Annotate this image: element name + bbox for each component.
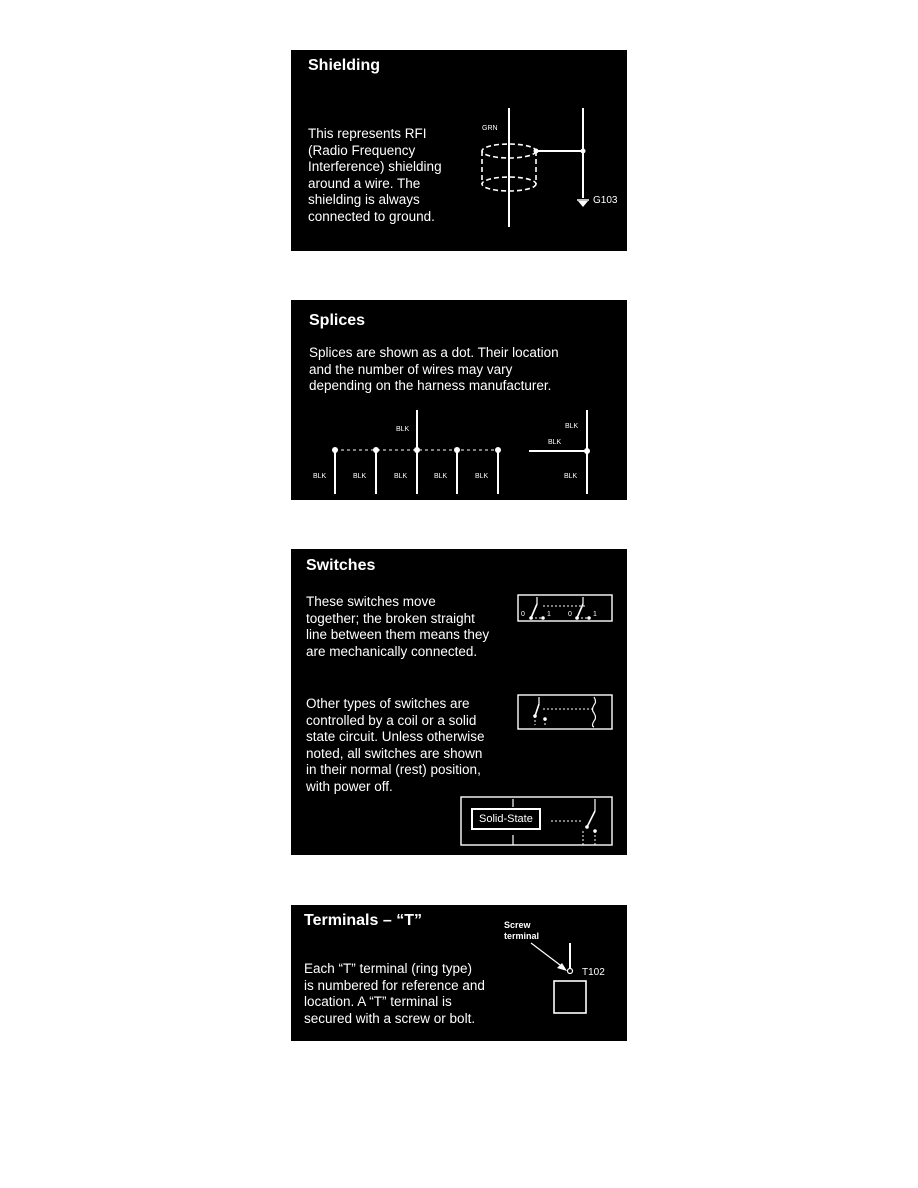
splice-dot (454, 447, 460, 453)
splice-dot (534, 149, 539, 154)
splice-dot (414, 447, 420, 453)
text-line: depending on the harness manufacturer. (309, 378, 552, 393)
text-line: connected to ground. (308, 208, 435, 224)
switches-diagram (291, 549, 627, 855)
text-line: controlled by a coil or a solid (306, 712, 477, 728)
splices-panel (291, 300, 627, 500)
text-line: secured with a screw or bolt. (304, 1010, 476, 1026)
callout-arrow (531, 943, 564, 968)
coil-switch-symbol (518, 695, 612, 729)
shielding-panel (291, 50, 627, 251)
position-label: 1 (593, 611, 597, 618)
wire-label: BLK (394, 473, 408, 480)
terminals-panel (291, 905, 627, 1041)
ring-terminal (568, 969, 573, 974)
text-line: This represents RFI (308, 126, 427, 141)
text-line: is numbered for reference and (304, 977, 485, 993)
shielding-title: Shielding (308, 57, 380, 74)
text-line: location. A “T” terminal is (304, 994, 452, 1009)
splices-title: Splices (309, 312, 366, 329)
ground-icon (577, 200, 589, 207)
terminal-id: T102 (582, 967, 605, 978)
callout-label: Screw (504, 920, 531, 930)
text-line: (Radio Frequency (308, 142, 416, 158)
text-line: Other types of switches are (306, 696, 470, 711)
text-line: around a wire. The (308, 175, 421, 191)
splice-dot (332, 447, 338, 453)
text-line: and the number of wires may vary (309, 361, 513, 377)
terminal-block (554, 981, 586, 1013)
text-line: line between them means they (306, 627, 490, 642)
wire-label: BLK (396, 426, 410, 433)
switches-title: Switches (306, 557, 376, 574)
text-line: with power off. (306, 778, 393, 794)
wire-label: BLK (475, 473, 489, 480)
text-line: Each “T” terminal (ring type) (304, 961, 473, 976)
text-line: are mechanically connected. (306, 643, 478, 659)
ground-label: G103 (593, 195, 618, 206)
terminals-title: Terminals – “T” (304, 912, 422, 929)
text-line: Interference) shielding (308, 159, 442, 174)
wire-label: BLK (313, 473, 327, 480)
text-line: These switches move (306, 594, 436, 609)
switches-panel (291, 549, 627, 855)
text-line: state circuit. Unless otherwise (306, 729, 485, 744)
solid-state-label: Solid-State (471, 808, 541, 830)
text-line: noted, all switches are shown (306, 745, 483, 761)
position-label: 1 (547, 611, 551, 618)
splice-dot (373, 447, 379, 453)
position-label: 0 (521, 611, 525, 618)
wire-color-label: GRN (482, 125, 498, 132)
wire-label: BLK (353, 473, 367, 480)
wire-label: BLK (564, 473, 578, 480)
text-line: in their normal (rest) position, (306, 762, 481, 777)
position-label: 0 (568, 611, 572, 618)
wire-label: BLK (434, 473, 448, 480)
text-line: Splices are shown as a dot. Their location (309, 345, 559, 360)
splices-diagram (291, 300, 627, 500)
terminals-diagram (291, 905, 627, 1041)
shielding-diagram (291, 50, 627, 251)
callout-label: terminal (504, 931, 540, 941)
text-line: together; the broken straight (306, 610, 475, 626)
splice-dot (584, 448, 590, 454)
text-line: shielding is always (308, 192, 420, 207)
wire-label: BLK (548, 439, 562, 446)
wire-label: BLK (565, 423, 579, 430)
splice-dot (495, 447, 501, 453)
